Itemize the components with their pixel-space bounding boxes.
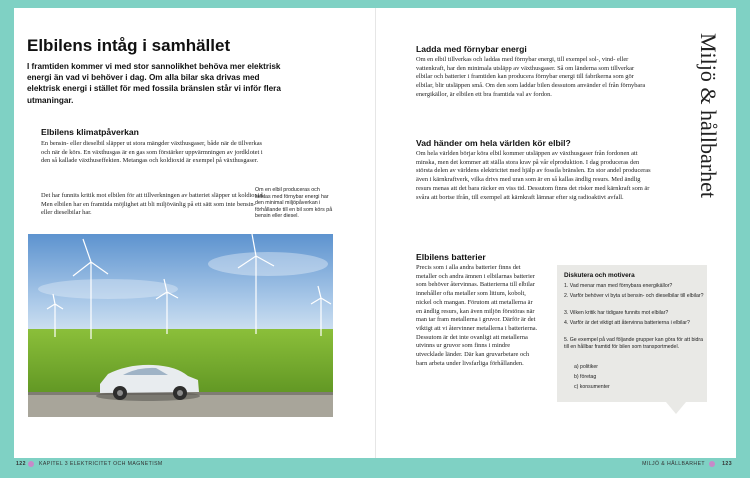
discussion-subitem-a: a) politiker xyxy=(574,364,598,370)
lead-paragraph: I framtiden kommer vi med stor sannolikhet behöva mer elektrisk energi än vad vi behöver i dag. Om alla bilar ska drivas med elektrisk energi i stället för med fossila bränslen står vi inför flera utmaningar. xyxy=(27,62,281,105)
discussion-question-5: 5. Ge exempel på vad följande grupper kan göra för att bidra till en hållbar framtid för bilen som transportmedel. xyxy=(564,337,703,350)
climate-paragraph-2: Det har funnits kritik mot elbilen för att tillverkningen av batteriet släpper ut koldioxid. Men elbilen har en framtida möjlighet att bli miljövänlig på ett sätt som inte bensin- eller dieselbilar har. xyxy=(41,192,265,217)
page-number-left: 122 xyxy=(16,461,26,467)
page-gutter xyxy=(375,8,376,458)
section-heading-renewable: Ladda med förnybar energi xyxy=(416,44,527,54)
left-footer xyxy=(14,457,376,478)
discussion-title: Diskutera och motivera xyxy=(564,272,635,279)
discussion-box xyxy=(557,265,707,402)
discussion-question-1: 1. Vad menar man med förnybara energikällor? xyxy=(564,283,673,289)
discussion-question-3: 3. Vilken kritik har tidigare funnits mot elbilar? xyxy=(564,310,669,316)
page-number-right: 123 xyxy=(722,461,732,467)
chapter-label: KAPITEL 3 ELEKTRICITET OCH MAGNETISM xyxy=(39,461,163,467)
footer-dot-icon xyxy=(709,461,715,467)
photo-caption: Om en elbil produceras och laddas med förnybar energi har den minimal miljöpåverkan i förhållande till en bil som körs på bensin eller diesel. xyxy=(255,187,333,219)
discussion-box-tail xyxy=(666,402,686,414)
renewable-paragraph: Om en elbil tillverkas och laddas med förnybar energi, till exempel sol-, vind- eller vattenkraft, har den minimala utsläpp av växthusgaser. Så om länderna som tillverkar elbilar och batterier i framtiden kan producera förnybar energi till fabrikerna som gör elbilar, blir utsläppen små. Om den som laddar bilen dessutom använder el från förnybara energikällor, är elbilen ett bra framtida val av fordon. xyxy=(416,56,646,98)
vertical-section-title: Miljö & hållbarhet xyxy=(696,33,721,198)
discussion-subitem-c: c) konsumenter xyxy=(574,384,610,390)
wind-turbine-electric-car-photo xyxy=(28,234,333,417)
page-title: Elbilens intåg i samhället xyxy=(27,36,231,55)
world-paragraph: Om hela världen börjar köra elbil kommer utsläppen av växthusgaser från fordonen att minska, men det kommer att ställa stora krav på vår elproduktion. I dag produceras den största delen av världens elektricitet med hjälp av fossila bränslen. En stor andel produceras även i kärnkraftverk, vilka drivs med uran som är en så kallas ändlig resurs. Med ändlig resurs menas att det bara räcker en viss tid. Dessutom finns det risker med kärnkraft som är svåra att bortse ifrån, till exempel att kärnkraft lämnar efter sig radioaktivt avfall. xyxy=(416,150,651,201)
discussion-question-4: 4. Varför är det viktigt att återvinna batterierna i elbilar? xyxy=(564,320,690,326)
section-heading-batteries: Elbilens batterier xyxy=(416,252,486,262)
right-footer xyxy=(376,457,736,478)
section-heading-world: Vad händer om hela världen kör elbil? xyxy=(416,138,571,148)
climate-paragraph-1: En bensin- eller dieselbil släpper ut stora mängder växthusgaser, både när de tillverkas och när de körs. En växthusgas är en gas som förstärker uppvärmningen av jordklotet i den så kallade växthuseffekten. Metangas och koldioxid är exempel på växthusgaser. xyxy=(41,140,263,165)
section-heading-climate: Elbilens klimatpåverkan xyxy=(41,127,139,137)
batteries-paragraph: Precis som i alla andra batterier finns det metaller och andra ämnen i elbilarnas batterier som behöver återvinnas. Batterierna till elbilar innehåller ofta metaller som litium, kobolt, nickel och mangan. Förutom att metallerna är en ändlig resurs, kan även miljön förstöras när man tar fram metallerna i gruvor. Därför är det viktigt att vi återvinner metallerna i batterierna. Dessutom är det inte ovanligt att metallerna utvinns ur gruvor som finns i mindre utvecklade länder. Där kan gruvarbetare och barn arbeta under livsfarliga förhållanden. xyxy=(416,264,538,367)
section-footer-label: MILJÖ & HÅLLBARHET xyxy=(642,461,705,467)
discussion-subitem-b: b) företag xyxy=(574,374,597,380)
footer-dot-icon xyxy=(28,461,34,467)
discussion-question-2: 2. Varför behöver vi byta ut bensin- och dieselbilar till elbilar? xyxy=(564,293,704,299)
